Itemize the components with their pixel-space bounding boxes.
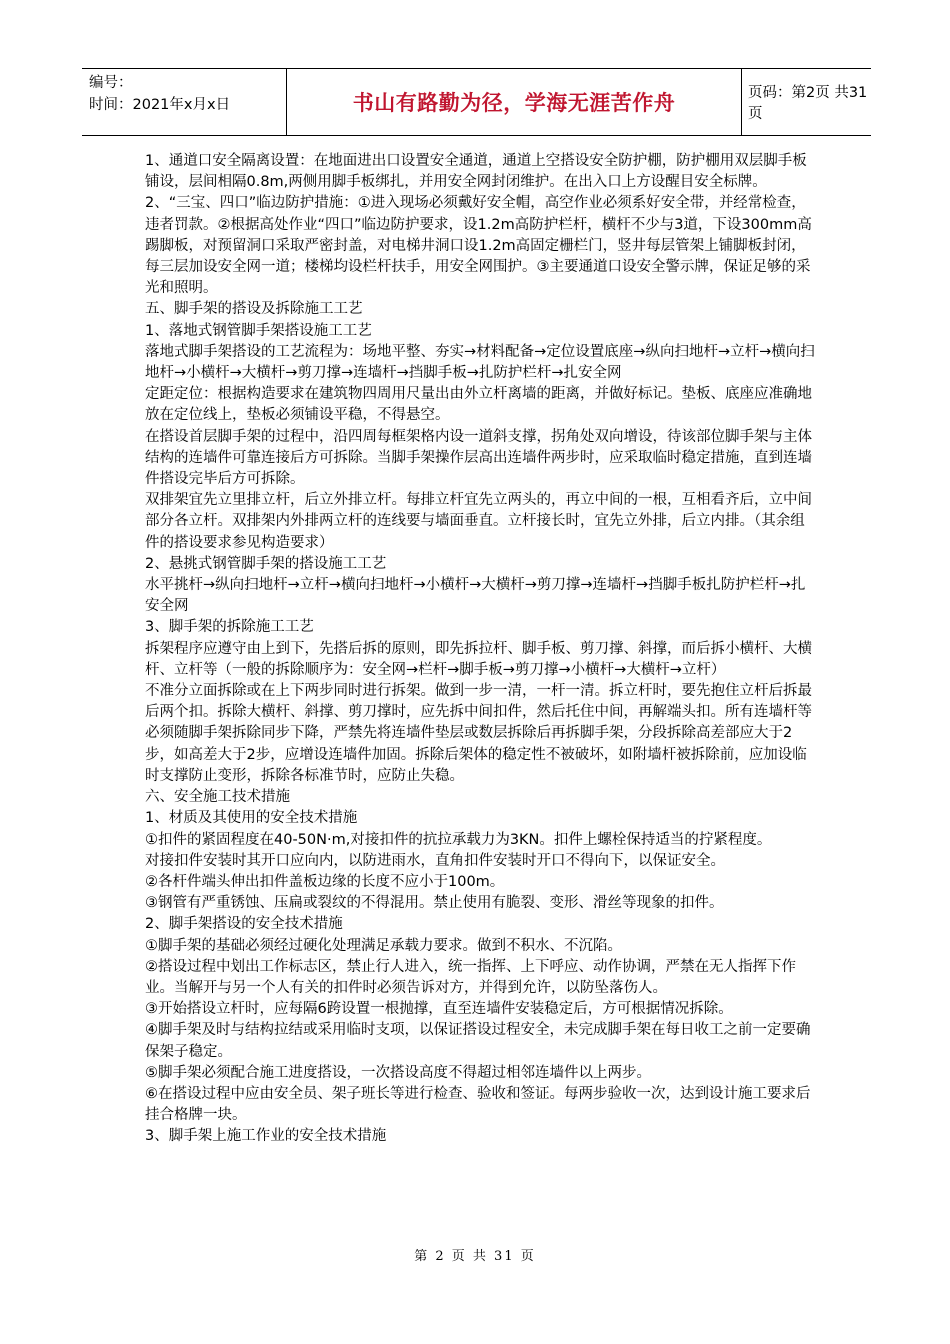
header-page-info-cell xyxy=(742,69,871,135)
section-heading: 五、脚手架的搭设及拆除施工工艺 xyxy=(145,301,363,318)
paragraph: ③开始搭设立杆时，应每隔6跨设置一根抛撑，直至连墙件安装稳定后，方可根据情况拆除。 xyxy=(145,1001,733,1018)
paragraph: 水平挑杆→纵向扫地杆→立杆→横向扫地杆→小横杆→大横杆→剪刀撑→连墙杆→挡脚手板扎防护栏杆→扎安全网 xyxy=(145,577,806,615)
paragraph: ②搭设过程中划出工作标志区，禁止行人进入，统一指挥、上下呼应、动作协调，严禁在无人指挥下作业。当解开与另一个人有关的扣件时必须告诉对方，并得到允许，以防坠落伤人。 xyxy=(145,958,796,996)
subsection-heading: 1、落地式钢管脚手架搭设施工工艺 xyxy=(145,322,372,339)
paragraph: ①脚手架的基础必须经过硬化处理满足承载力要求。做到不积水、不沉陷。 xyxy=(145,937,622,954)
document-time: 时间：2021年x月x日 xyxy=(89,97,231,113)
subsection-heading: 2、脚手架搭设的安全技术措施 xyxy=(145,916,343,933)
paragraph: 对接扣件安装时其开口应向内，以防进雨水，直角扣件安装时开口不得向下，以保证安全。 xyxy=(145,852,725,869)
paragraph: 拆架程序应遵守由上到下，先搭后拆的原则，即先拆拉杆、脚手板、剪刀撑、斜撑，而后拆小横杆、大横杆、立杆等（一般的拆除顺序为：安全网→栏杆→脚手板→剪刀撑→小横杆→大横杆→立杆） xyxy=(145,640,812,678)
page-footer xyxy=(0,1245,950,1264)
paragraph: 定距定位：根据构造要求在建筑物四周用尺量出由外立杆离墙的距离，并做好标记。垫板、底座应准确地放在定位线上，垫板必须铺设平稳，不得悬空。 xyxy=(145,386,812,424)
subsection-heading: 3、脚手架上施工作业的安全技术措施 xyxy=(145,1128,387,1145)
subsection-heading: 1、材质及其使用的安全技术措施 xyxy=(145,810,358,827)
header-page-info: 页码：第2页 共31页 xyxy=(748,85,868,122)
header-meta xyxy=(82,69,287,135)
document-body xyxy=(145,151,815,1148)
subsection-heading: 3、脚手架的拆除施工工艺 xyxy=(145,619,314,636)
section-heading: 六、安全施工技术措施 xyxy=(145,789,290,806)
paragraph: 落地式脚手架搭设的工艺流程为：场地平整、夯实→材料配备→定位设置底座→纵向扫地杆→立杆→横向扫地杆→小横杆→大横杆→剪刀撑→连墙杆→挡脚手板→扎防护栏杆→扎安全网 xyxy=(145,343,815,382)
subsection-heading: 2、悬挑式钢管脚手架的搭设施工工艺 xyxy=(145,555,387,572)
paragraph: ④脚手架及时与结构拉结或采用临时支项，以保证搭设过程安全，未完成脚手架在每日收工之前一定要确保架子稳定。 xyxy=(145,1022,811,1060)
header-motto-cell xyxy=(287,69,742,135)
paragraph: 在搭设首层脚手架的过程中，沿四周每框架格内设一道斜支撑，拐角处双向增设，待该部位脚手架与主体结构的连墙件可靠连接后方可拆除。当脚手架操作层高出连墙件两步时，应采取临时稳定措施，直到连墙件搭设完毕后方可拆除。 xyxy=(145,428,812,488)
page-header xyxy=(82,68,871,136)
paragraph: ⑤脚手架必须配合施工进度搭设，一次搭设高度不得超过相邻连墙件以上两步。 xyxy=(145,1064,651,1081)
header-motto: 书山有路勤为径，学海无涯苦作舟 xyxy=(352,91,676,115)
paragraph: ①扣件的紧固程度在40-50N·m,对接扣件的抗拉承载力为3KN。扣件上螺栓保持适当的拧紧程度。 xyxy=(145,831,772,848)
paragraph: 2、“三宝、四口”临边防护措施：①进入现场必须戴好安全帽，高空作业必须系好安全带，并经常检查，违者罚款。②根据高处作业“四口”临边防护要求，设1.2m高防护栏杆，横杆不少与3道，下设300mm高踢脚板，对预留洞口采取严密封盖，对电梯井洞口设1.2m高固定栅栏门，竖井每层管架上铺脚板封闭，每三层加设安全网一道；楼梯均设栏杆扶手，用安全网围护。③主要通道口设安全警示牌，保证足够的采光和照明。 xyxy=(145,195,812,297)
document-code-label: 编号： xyxy=(89,75,133,91)
paragraph: ⑥在搭设过程中应由安全员、架子班长等进行检查、验收和签证。每两步验收一次，达到设计施工要求后挂合格牌一块。 xyxy=(145,1085,811,1124)
paragraph: 不准分立面拆除或在上下两步同时进行拆架。做到一步一清，一杆一清。拆立杆时，要先抱住立杆后拆最后两个扣。拆除大横杆、斜撑、剪刀撑时，应先拆中间扣件，然后托住中间，再解端头扣。所有连墙杆等必须随脚手架拆除同步下降，严禁先将连墙件垫层或数层拆除后再拆脚手架，分段拆除高差部应大于2步，如高差大于2步，应增设连墙件加固。拆除后架体的稳定性不被破坏，如附墙杆被拆除前，应加设临时支撑防止变形，拆除各标准节时，应防止失稳。 xyxy=(145,683,812,784)
paragraph: 1、通道口安全隔离设置：在地面进出口设置安全通道，通道上空搭设安全防护棚，防护棚用双层脚手板铺设，层间相隔0.8m,两侧用脚手板绑扎，并用安全网封闭维护。在出入口上方设醒目安全标牌。 xyxy=(145,153,807,191)
paragraph: ③钢管有严重锈蚀、压扁或裂纹的不得混用。禁止使用有脆裂、变形、滑丝等现象的扣件。 xyxy=(145,895,724,912)
paragraph: ②各杆件端头伸出扣件盖板边缘的长度不应小于100m。 xyxy=(145,873,505,890)
footer-page-number: 第 2 页 共 31 页 xyxy=(414,1249,536,1264)
paragraph: 双排架宜先立里排立杆，后立外排立杆。每排立杆宜先立两头的，再立中间的一根，互相看齐后，立中间部分各立杆。双排架内外排两立杆的连线要与墙面垂直。立杆接长时，宜先立外排，后立内排。（其余组件的搭设要求参见构造要求） xyxy=(145,492,812,551)
